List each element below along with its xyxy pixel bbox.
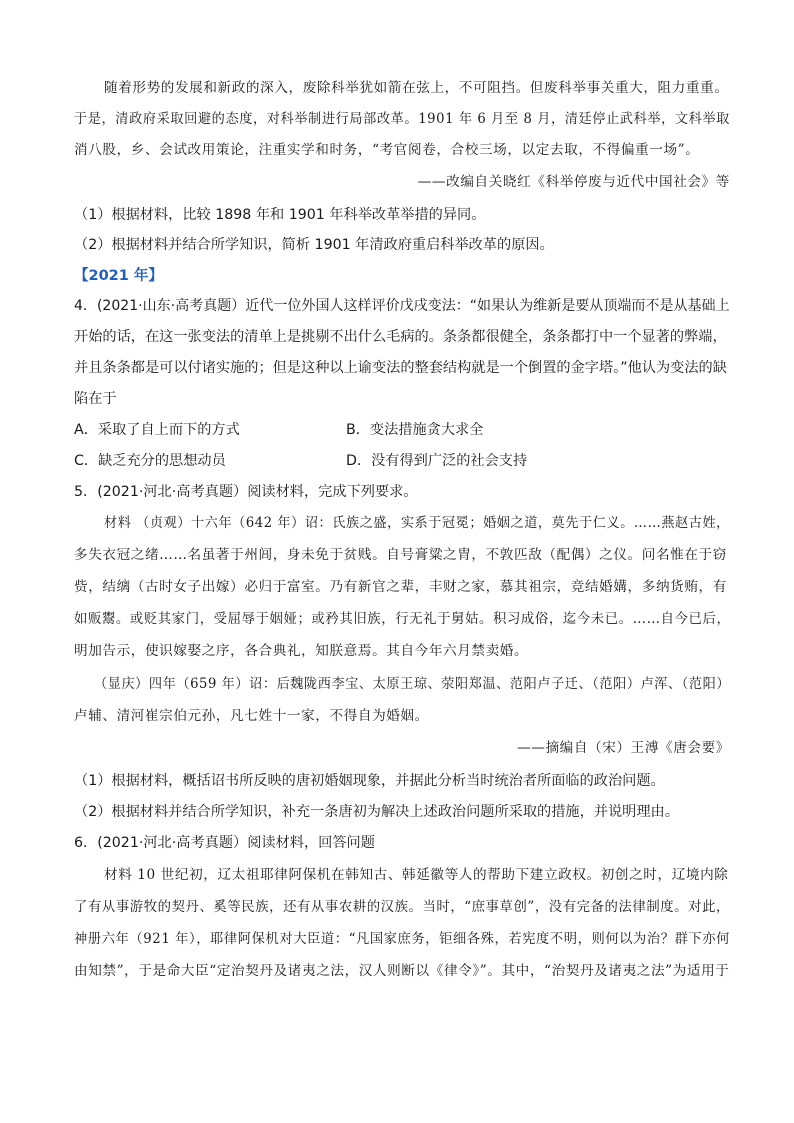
material-intro-line-3: 消八股，乡、会试改用策论，注重实学和时务，“考官阅卷，合校三场，以定去取，不得偏重一场”。	[74, 142, 700, 158]
q3-subquestion-1: （1）根据材料，比较 1898 年和 1901 年科举改革举措的异同。	[74, 207, 486, 223]
q4-option-a: A．采取了自上而下的方式	[74, 422, 240, 438]
q5-material-line-7: 卢辅、清河崔宗伯元孙，凡七姓十一家，不得自为婚姻。	[74, 708, 429, 724]
q5-material-line-3: 赀，结缡（古时女子出嫁）必归于富室。乃有新官之辈，丰财之家，慕其祖宗，竞结婚媾，多纳货贿，有	[74, 579, 727, 595]
q6-material-line-1: 材料 10 世纪初，辽太祖耶律阿保机在韩知古、韩延徽等人的帮助下建立政权。初创之时，辽境内除	[104, 867, 729, 883]
q5-source: ——摘编自（宋）王溥《唐会要》	[517, 740, 730, 756]
material-intro-line-1: 随着形势的发展和新政的深入，废除科举犹如箭在弦上，不可阻挡。但废科举事关重大，阻力重重。	[104, 80, 729, 96]
q5-material-line-1: 材料 （贞观）十六年（642 年）诏：氏族之盛，实系于冠冕；婚姻之道，莫先于仁义。……燕赵古姓，	[104, 515, 730, 531]
q4-option-d: D．没有得到广泛的社会支持	[346, 453, 528, 469]
q5-material-line-4: 如贩鬻。或贬其家门，受屈辱于姻娅；或矜其旧族，行无礼于舅姑。积习成俗，迄今未已。……自今已后，	[74, 611, 731, 627]
q4-option-c: C．缺乏充分的思想动员	[74, 453, 226, 469]
material-intro-line-2: 于是，清政府采取回避的态度，对科举制进行局部改革。1901 年 6 月至 8 月，清廷停止武科举，文科举取	[74, 111, 730, 127]
q6-material-line-2: 了有从事游牧的契丹、奚等民族，还有从事农耕的汉族。当时，“庶事草创”，没有完备的法律制度。对此，	[74, 899, 730, 915]
q5-material-line-6: （显庆）四年（659 年）诏：后魏陇西李宝、太原王琼、荥阳郑温、范阳卢子迁、（范阳）卢浑、（范阳）	[94, 676, 731, 692]
q6-stem: 6．(2021·河北·高考真题）阅读材料，回答问题	[74, 835, 375, 851]
q6-material-line-3: 神册六年（921 年），耶律阿保机对大臣道：“凡国家庶务，钜细各殊，若宪度不明，则何以为治？群下亦何	[74, 931, 731, 947]
q5-material-line-5: 明加告示，使识嫁娶之序，各合典礼，知朕意焉。其自今年六月禁卖婚。	[74, 643, 529, 659]
q6-material-line-4: 由知禁”，于是命大臣“定治契丹及诸夷之法，汉人则断以《律令》”。其中，“治契丹及诸夷之法”为适用于	[74, 963, 730, 979]
q4-stem-line-4: 陷在于	[74, 391, 117, 407]
q3-subquestion-2: （2）根据材料并结合所学知识，简析 1901 年清政府重启科举改革的原因。	[74, 237, 554, 253]
q5-material-line-2: 多失衣冠之绪……名虽著于州闾，身未免于贫贱。自号膏粱之胄，不敦匹敌（配偶）之仪。问名惟在于窃	[74, 547, 727, 563]
year-heading: 【2021 年】	[74, 268, 163, 284]
q5-subquestion-2: （2）根据材料并结合所学知识，补充一条唐初为解决上述政治问题所采取的措施，并说明理由。	[74, 804, 679, 820]
q5-stem: 5．(2021·河北·高考真题）阅读材料，完成下列要求。	[74, 484, 418, 500]
material-intro-source: ——改编自关晓红《科举停废与近代中国社会》等	[417, 174, 730, 190]
q4-stem-line-2: 开始的话，在这一张变法的清单上是挑剔不出什么毛病的。条条都很健全，条条都打中一个显著的弊端，	[74, 329, 727, 345]
q4-option-b: B．变法措施贪大求全	[346, 422, 484, 438]
q4-stem-line-1: 4．(2021·山东·高考真题）近代一位外国人这样评价戊戌变法：“如果认为维新是要从顶端而不是从基础上	[74, 298, 730, 314]
q5-subquestion-1: （1）根据材料，概括诏书所反映的唐初婚姻现象，并据此分析当时统治者所面临的政治问题。	[74, 773, 665, 789]
q4-stem-line-3: 并且条条都是可以付诸实施的；但是这种以上谕变法的整套结构就是一个倒置的金字塔。”他认为变法的缺	[74, 360, 727, 376]
